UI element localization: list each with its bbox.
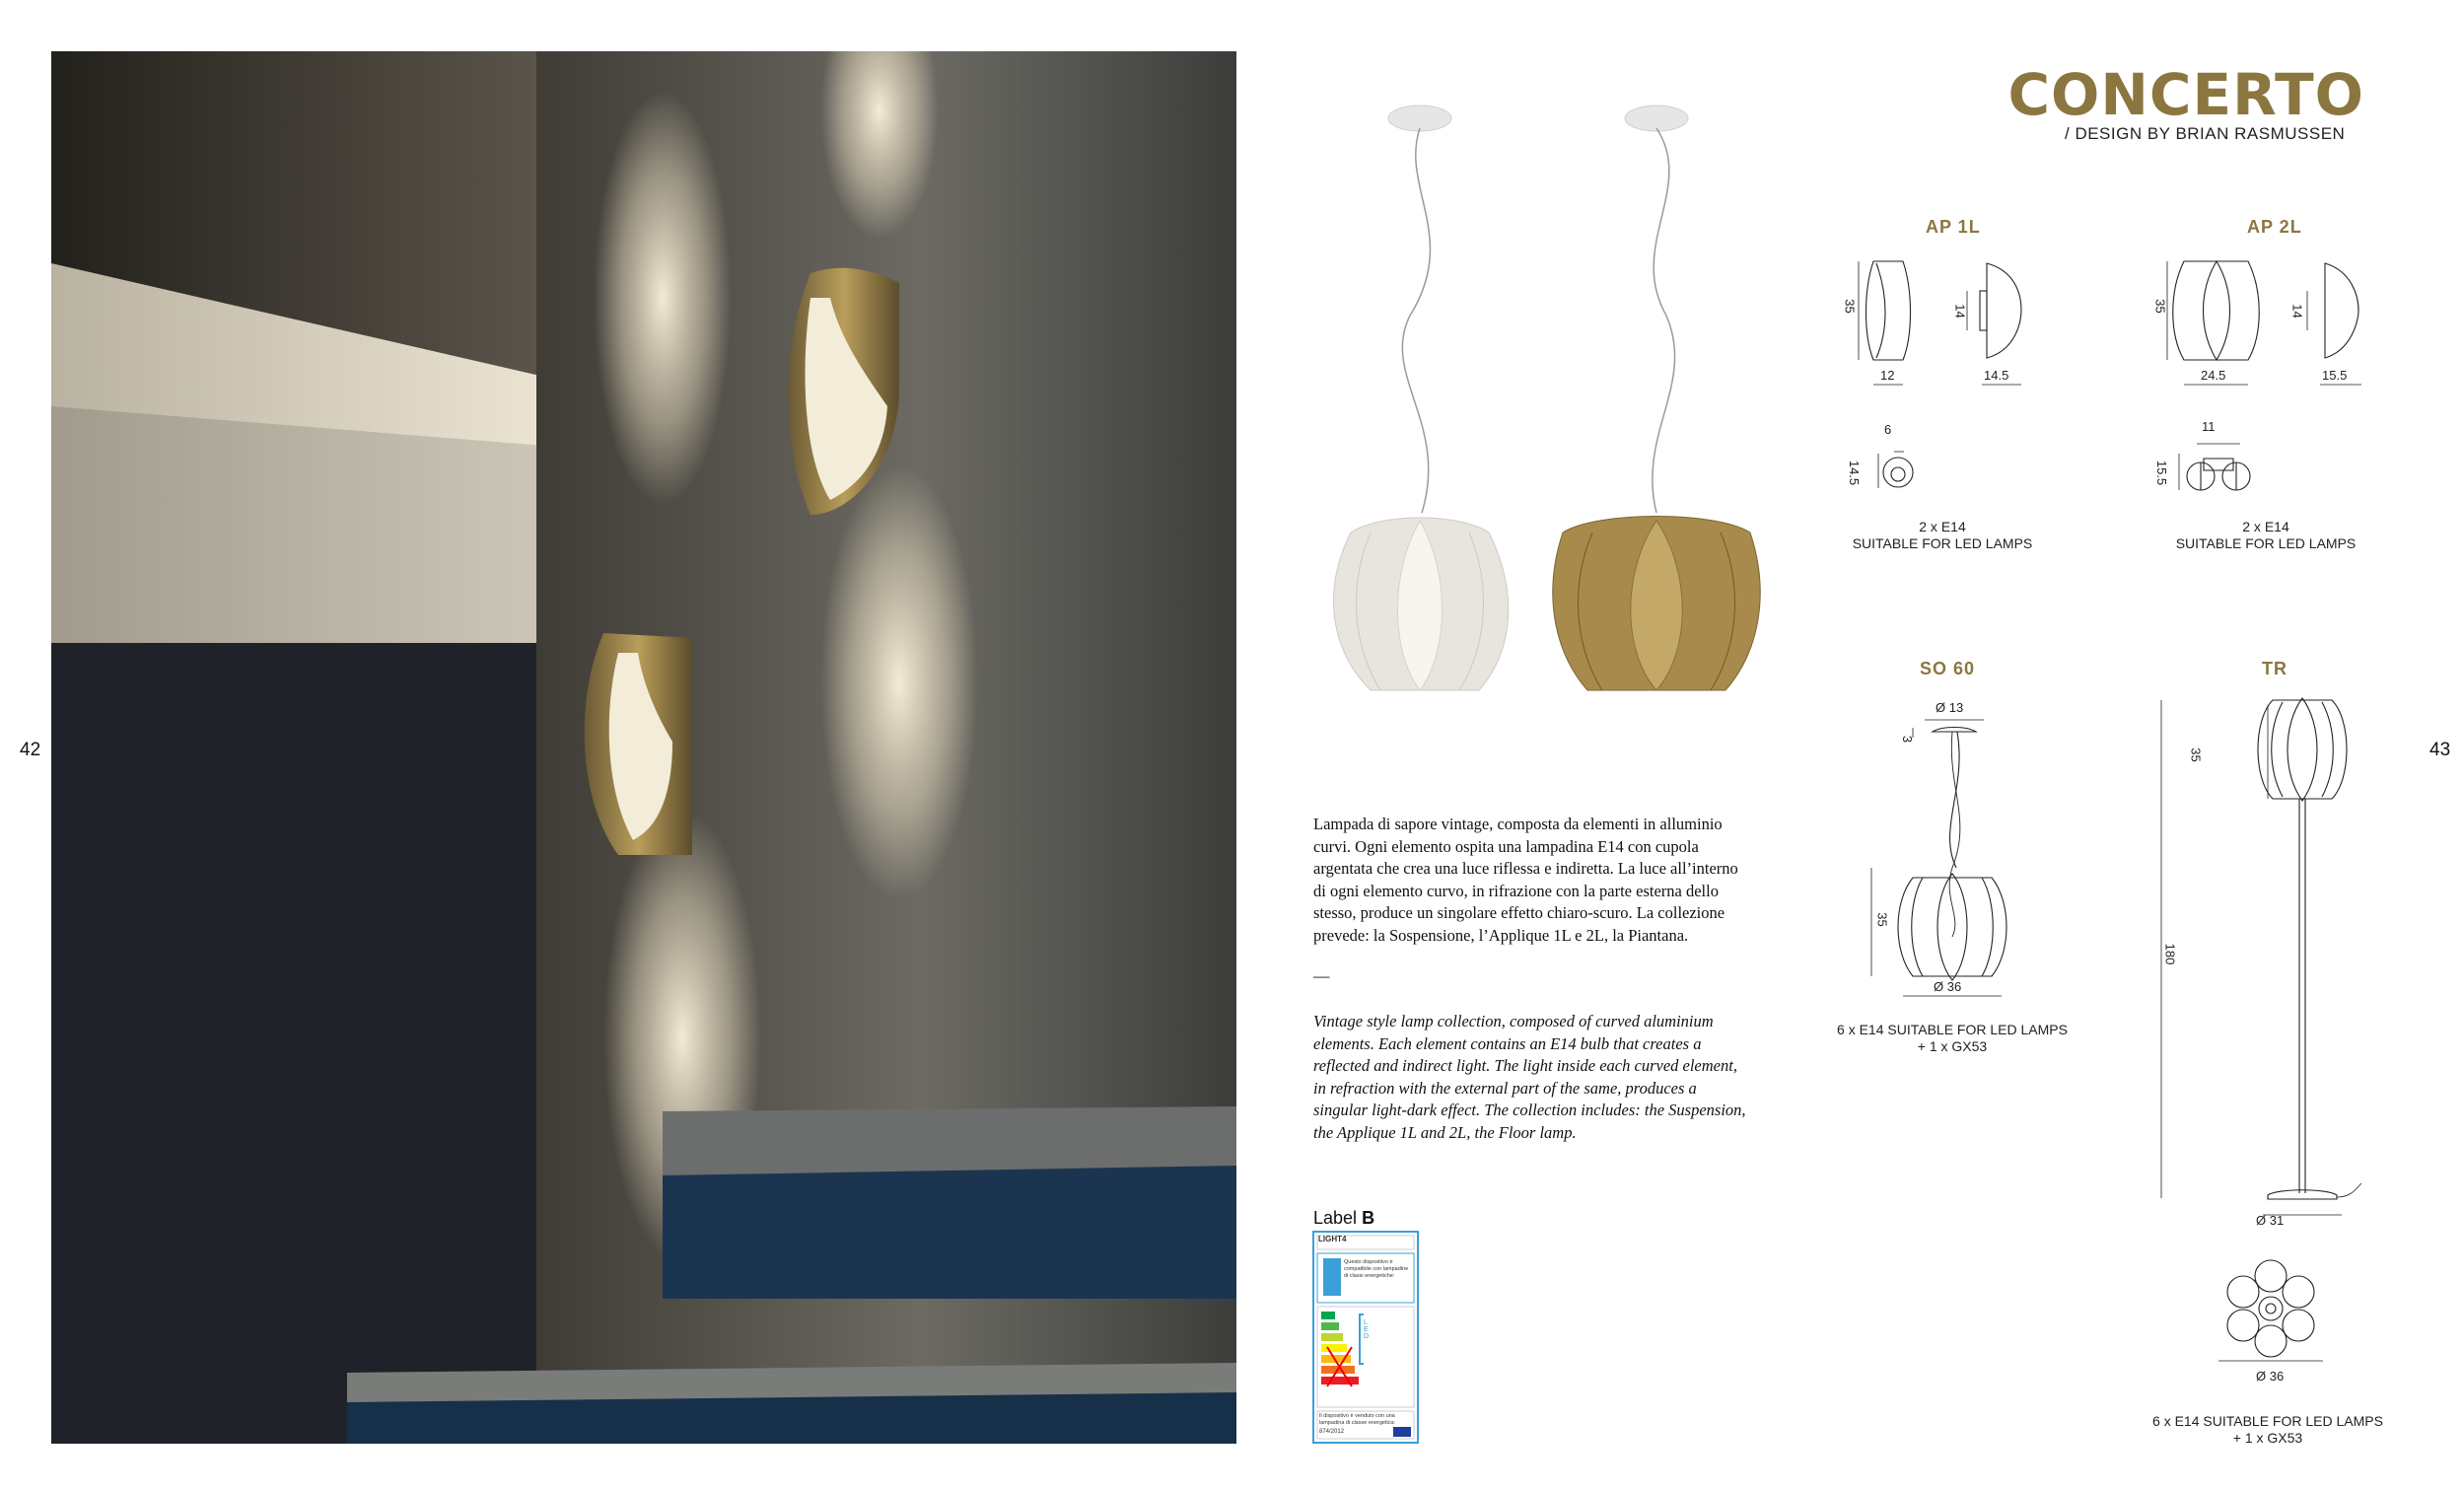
ap1l-depth-height: 14	[1952, 304, 1968, 319]
tr-shade-height: 35	[2188, 747, 2204, 762]
ap1l-spec-line1: 2 x E14	[1919, 519, 1966, 534]
so60-canopy-diameter: Ø 13	[1936, 700, 1964, 715]
so60-spec-line2: + 1 x GX53	[1917, 1038, 1988, 1054]
energy-label-brand: LIGHT4	[1318, 1235, 1347, 1243]
so60-drawing	[1854, 690, 2051, 1006]
model-name-ap2l: AP 2L	[2247, 217, 2302, 237]
tr-spec-line1: 6 x E14 SUITABLE FOR LED LAMPS	[2152, 1413, 2383, 1429]
tr-spec-line2: + 1 x GX53	[2232, 1430, 2303, 1446]
brand-title: CONCERTO	[2007, 61, 2364, 128]
model-name-tr: TR	[2262, 659, 2288, 678]
energy-label-text-top: Questo dispositivo è compatibile con lampadine di classi energetiche:	[1344, 1259, 1409, 1279]
ap2l-height: 35	[2152, 299, 2168, 314]
tr-total-height: 180	[2162, 943, 2178, 965]
ap2l-spec-line2: SUITABLE FOR LED LAMPS	[2175, 535, 2357, 551]
energy-label-text-bottom: Il dispositivo è venduto con una lampadina di classe energetica:	[1319, 1413, 1396, 1426]
energy-label-title: Label B	[1313, 1208, 1375, 1228]
brand-subtitle: / DESIGN BY BRIAN RASMUSSEN	[2065, 124, 2346, 143]
ap1l-width: 12	[1880, 368, 1895, 383]
tr-top-view-drawing	[2217, 1254, 2325, 1363]
ap1l-top-height: 14.5	[1847, 460, 1863, 486]
tr-top-view-diameter: Ø 36	[2256, 1369, 2285, 1384]
description-separator: —	[1313, 966, 1330, 985]
so60-height: 35	[1874, 912, 1890, 927]
pendant-gold-image	[1548, 99, 1775, 700]
model-name-ap1l: AP 1L	[1926, 217, 1981, 237]
ap2l-depth-height: 14	[2289, 304, 2305, 319]
so60-canopy-height: 3	[1900, 735, 1916, 744]
ap2l-depth: 15.5	[2322, 368, 2348, 383]
so60-diameter: Ø 36	[1934, 979, 1962, 994]
description-english: Vintage style lamp collection, composed of curved aluminium elements. Each element contains an E14 bulb that creates a reflected and indirect light. The light inside each curved element, in refraction with the external part of the same, produces a singular light-dark effect. The collection includes: the Suspension, the Applique 1L and 2L, the Floor lamp.	[1313, 1012, 1746, 1142]
page-number-left: 42	[20, 740, 41, 760]
ap1l-height: 35	[1842, 299, 1858, 314]
ap2l-width: 24.5	[2201, 368, 2226, 383]
so60-spec-line1: 6 x E14 SUITABLE FOR LED LAMPS	[1837, 1022, 2068, 1037]
tr-base-diameter: Ø 31	[2256, 1213, 2285, 1228]
energy-label-led: LED	[1364, 1319, 1370, 1340]
ap2l-top-height: 15.5	[2154, 460, 2170, 486]
ap1l-top-width: 6	[1884, 422, 1892, 437]
model-name-so60: SO 60	[1920, 659, 1976, 678]
tr-drawing	[2149, 690, 2386, 1223]
ap2l-top-width: 11	[2202, 419, 2216, 434]
page-number-right: 43	[2429, 740, 2451, 760]
description-italian: Lampada di sapore vintage, composta da elementi in alluminio curvi. Ogni elemento ospita una lampadina E14 con cupola argentata che crea una luce riflessa e indiretta. La luce all’interno di ogni elemento curvo, in rifrazione con la parte esterna dello stesso, produce un singolare effetto chiaro-scuro. La collezione prevede: la Sospensione, l’Applique 1L e 2L, la Piantana.	[1313, 815, 1738, 945]
wall-lamps-photo	[51, 51, 1236, 1444]
ap1l-spec-line2: SUITABLE FOR LED LAMPS	[1852, 535, 2033, 551]
ap1l-depth: 14.5	[1984, 368, 2009, 383]
energy-label-regulation: 874/2012	[1319, 1429, 1345, 1435]
ap2l-spec-line1: 2 x E14	[2242, 519, 2289, 534]
